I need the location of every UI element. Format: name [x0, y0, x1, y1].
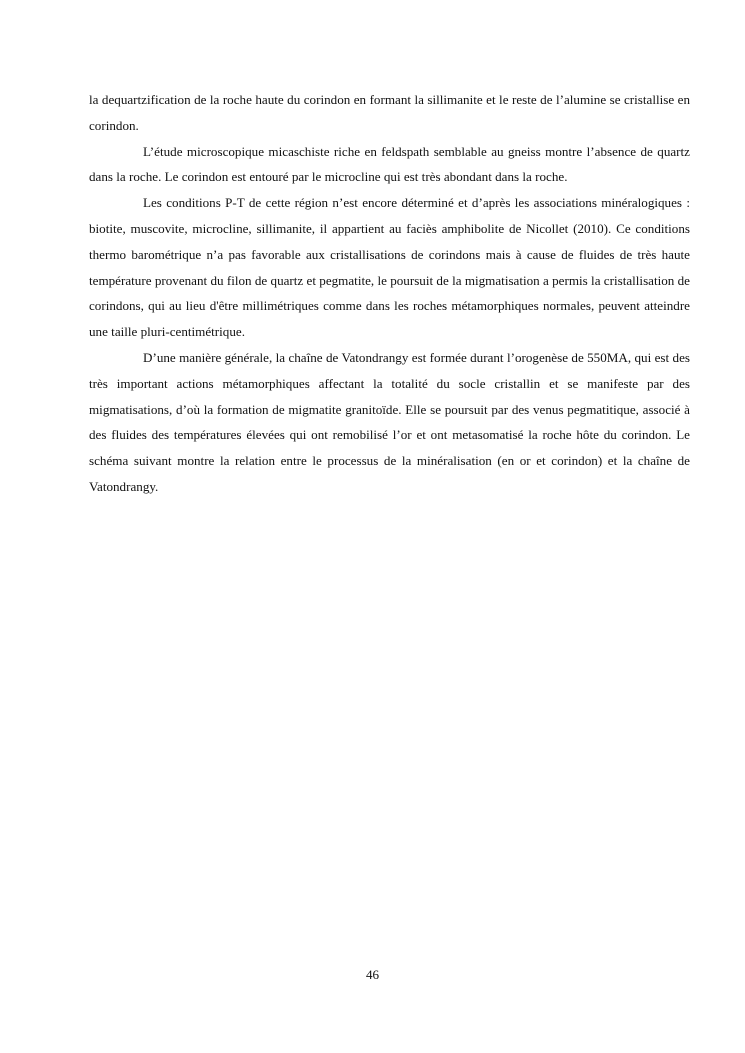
paragraph-1: la dequartzification de la roche haute du corindon en formant la sillimanite et le reste de l’alumine se cristallise en corindon.	[89, 92, 690, 133]
paragraph-3: Les conditions P-T de cette région n’est encore déterminé et d’après les associations minéralogiques : biotite, muscovite, microcline, sillimanite, il appartient au faciès amphibolite de Nicollet (2010). Ce conditions thermo barométrique n’a pas favorable aux cristallisations de corindons mais à cause de fluides de très haute température provenant du filon de quartz et pegmatite, le poursuit de la migmatisation a permis la cristallisation de corindons, qui au lieu d'être millimétriques comme dans les roches métamorphiques normales, peuvent atteindre une taille pluri-centimétrique.	[89, 195, 690, 340]
page-number: 46	[365, 967, 380, 982]
paragraph-2: L’étude microscopique micaschiste riche en feldspath semblable au gneiss montre l’absence de quartz dans la roche. Le corindon est entouré par le microcline qui est très abondant dans la roche.	[89, 143, 690, 185]
paragraph-4: D’une manière générale, la chaîne de Vatondrangy est formée durant l’orogenèse de 550MA, qui est des très important actions métamorphiques affectant la totalité du socle cristallin et se manifeste par des migmatisations, d’où la formation de migmatite granitoïde. Elle se poursuit par des venus pegmatitique, associé à des fluides des températures élevées qui ont remobilisé l’or et ont metasomatisé la roche hôte du corindon. Le schéma suivant montre la relation entre le processus de la minéralisation (en or et corindon) et la chaîne de Vatondrangy.	[89, 349, 690, 494]
body-text	[89, 87, 690, 500]
